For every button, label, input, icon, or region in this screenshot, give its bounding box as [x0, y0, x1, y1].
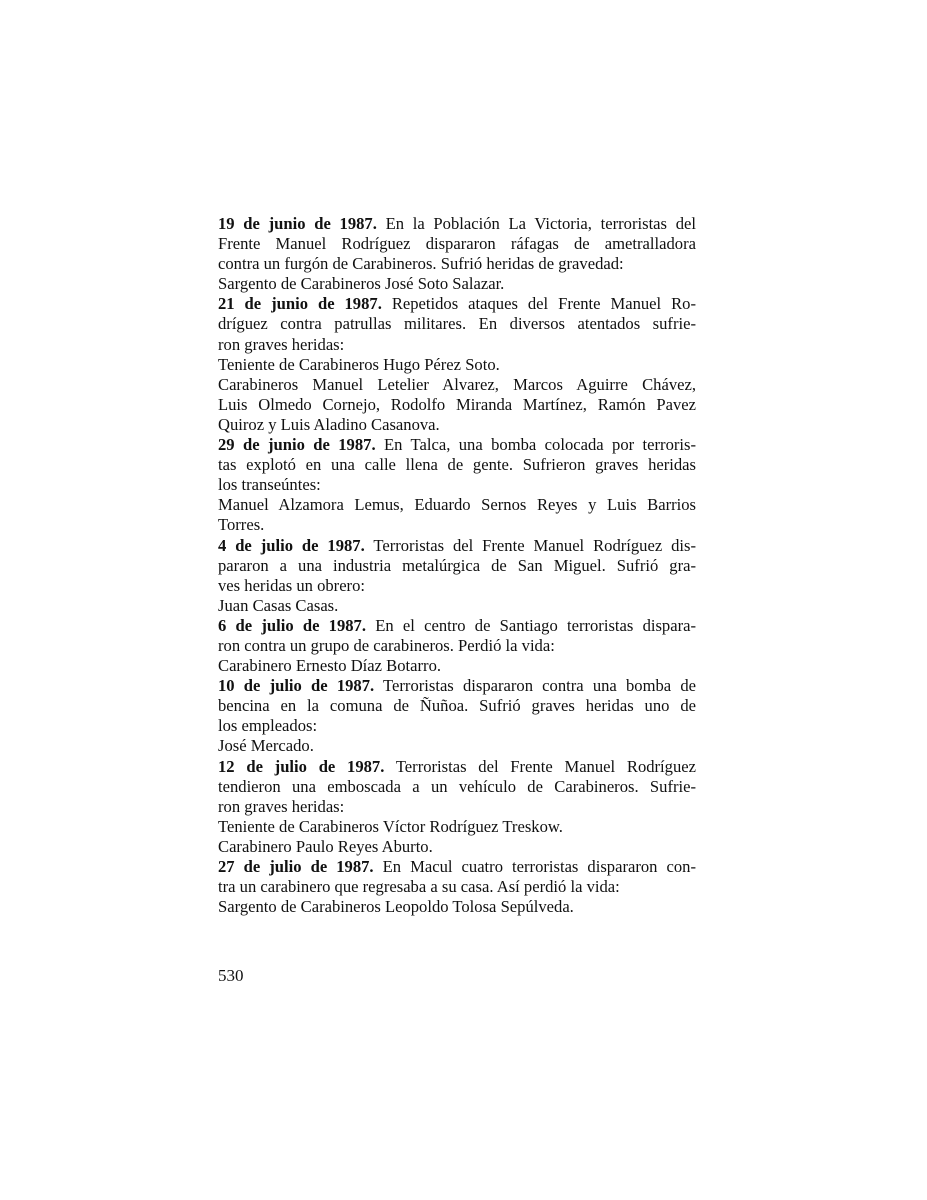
victim-name: José Mercado.: [218, 736, 314, 756]
entry-6-julio: [218, 616, 696, 676]
entry-date: 29 de junio de 1987.: [218, 435, 376, 455]
victim-name: Luis Olmedo Cornejo, Rodolfo Miranda Martínez, Ramón Pavez: [218, 394, 696, 414]
entry-date: 12 de julio de 1987.: [218, 756, 385, 776]
victim-name: Carabineros Manuel Letelier Alvarez, Marcos Aguirre Chávez,: [218, 374, 696, 394]
victim-name: Juan Casas Casas.: [218, 595, 339, 615]
victim-name: Manuel Alzamora Lemus, Eduardo Sernos Reyes y Luis Barrios: [218, 495, 696, 515]
victim-name: Torres.: [218, 515, 265, 535]
entry-10-julio: [218, 676, 696, 756]
victim-name: Teniente de Carabineros Víctor Rodríguez Treskow.: [218, 816, 563, 836]
entry-text: bencina en la comuna de Ñuñoa. Sufrió graves heridas uno de: [218, 696, 696, 716]
entry-text: En Talca, una bomba colocada por terroris-: [375, 435, 696, 455]
victim-name: Carabinero Ernesto Díaz Botarro.: [218, 656, 442, 676]
entry-date: 6 de julio de 1987.: [218, 615, 367, 635]
entry-text: tendieron una emboscada a un vehículo de Carabineros. Sufrie-: [218, 776, 696, 796]
page-number: 530: [218, 966, 244, 985]
entry-text: ves heridas un obrero:: [218, 575, 365, 595]
victim-name: Sargento de Carabineros Leopoldo Tolosa Sepúlveda.: [218, 897, 574, 917]
entry-text: pararon a una industria metalúrgica de San Miguel. Sufrió gra-: [218, 555, 696, 575]
entry-text: En la Población La Victoria, terroristas del: [376, 214, 696, 233]
entry-date: 19 de junio de 1987.: [218, 214, 377, 233]
entry-text: ron graves heridas:: [218, 796, 345, 816]
entry-text: ron graves heridas:: [218, 334, 345, 354]
victim-name: Teniente de Carabineros Hugo Pérez Soto.: [218, 354, 500, 374]
entry-text: los empleados:: [218, 716, 318, 736]
entry-date: 10 de julio de 1987.: [218, 676, 375, 696]
entry-text: tra un carabinero que regresaba a su casa. Así perdió la vida:: [218, 877, 620, 897]
entry-text: Frente Manuel Rodríguez dispararon ráfagas de ametralladora: [218, 234, 696, 254]
entry-text: dríguez contra patrullas militares. En diversos atentados sufrie-: [218, 314, 696, 334]
entry-text: Terroristas del Frente Manuel Rodríguez dis-: [364, 535, 696, 555]
entry-text: En el centro de Santiago terroristas dispara-: [366, 615, 697, 635]
entry-12-julio: [218, 757, 696, 857]
entry-4-julio: [218, 536, 696, 616]
entry-19-junio: [218, 214, 696, 294]
entry-27-julio: [218, 857, 696, 917]
entry-text: Terroristas del Frente Manuel Rodríguez: [384, 756, 696, 776]
entry-date: 4 de julio de 1987.: [218, 535, 365, 555]
entry-text: los transeúntes:: [218, 475, 321, 495]
entry-text: En Macul cuatro terroristas dispararon con-: [373, 857, 696, 876]
entry-date: 21 de junio de 1987.: [218, 294, 382, 314]
entry-date: 27 de julio de 1987.: [218, 857, 374, 876]
entry-21-junio: [218, 294, 696, 435]
entry-text: contra un furgón de Carabineros. Sufrió heridas de gravedad:: [218, 254, 624, 274]
victim-name: Carabinero Paulo Reyes Aburto.: [218, 836, 433, 856]
text-block: [218, 214, 696, 917]
victim-name: Sargento de Carabineros José Soto Salazar.: [218, 274, 505, 294]
entry-text: tas explotó en una calle llena de gente. Sufrieron graves heridas: [218, 455, 696, 475]
entry-text: Terroristas dispararon contra una bomba de: [374, 676, 696, 696]
entry-text: Repetidos ataques del Frente Manuel Ro-: [381, 294, 696, 314]
entry-text: ron contra un grupo de carabineros. Perdió la vida:: [218, 635, 555, 655]
entry-29-junio: [218, 435, 696, 535]
victim-name: Quiroz y Luis Aladino Casanova.: [218, 414, 440, 434]
